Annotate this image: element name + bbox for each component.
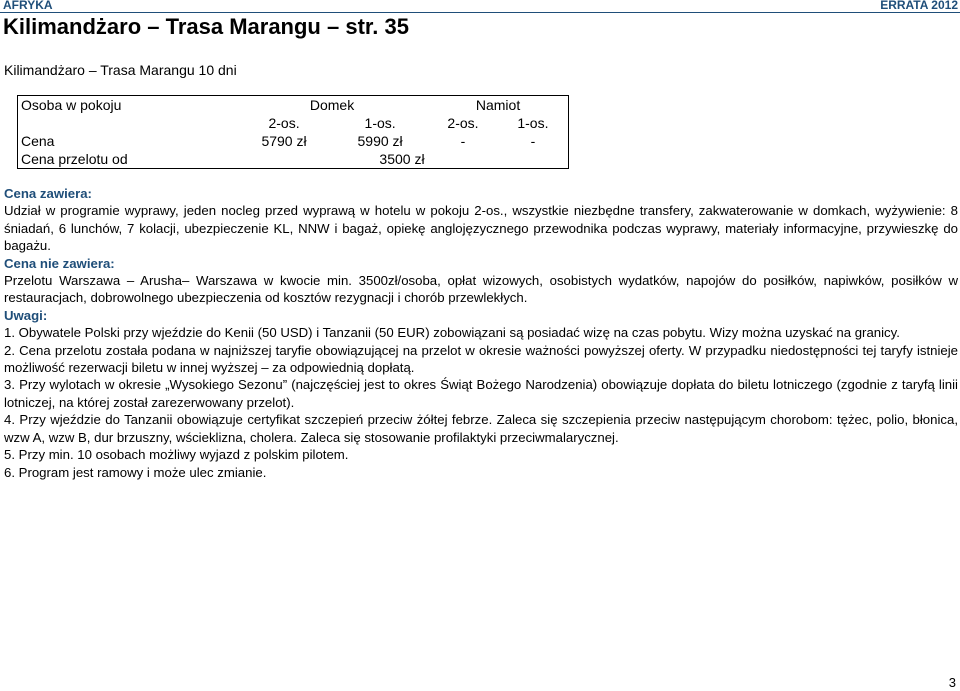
table-cell: 2-os. [268, 115, 300, 131]
page-number: 3 [948, 675, 956, 690]
page-title: Kilimandżaro – Trasa Marangu – str. 35 [3, 14, 409, 39]
includes-heading: Cena zawiera: [4, 186, 92, 201]
note-item: 1. Obywatele Polski przy wjeździe do Kenii (50 USD) i Tanzanii (50 EUR) zobowiązani są posiadać wizę na czas pobytu. Wizy można uzyskać na granicy. [4, 325, 900, 341]
table-row [18, 132, 569, 150]
table-cell: Cena [21, 133, 55, 149]
header-section-label: AFRYKA [3, 0, 53, 12]
table-cell: 1-os. [517, 115, 549, 131]
table-row [18, 150, 569, 169]
table-cell: 3500 zł [379, 151, 425, 167]
table-cell: - [530, 133, 536, 149]
table-cell: - [460, 133, 466, 149]
includes-text: Udział w programie wyprawy, jeden nocleg przed wyprawą w hotelu w pokoju 2-os., wszystkie niezbędne transfery, zakwaterowanie w domkach, wyżywienie: 8 śniadań, 6 lunchów, 7 kolacji, ubezpieczenie KL, NNW i bagaż, opiekę anglojęzycznego przewodnika podczas wyprawy, materiały informacyjne, przywieszkę do bagażu. [4, 203, 958, 254]
table-cell: Cena przelotu od [21, 151, 128, 167]
table-cell: 5790 zł [261, 133, 307, 149]
table-cell [18, 114, 237, 132]
trip-subtitle: Kilimandżaro – Trasa Marangu 10 dni [4, 62, 237, 78]
excludes-text: Przelotu Warszawa – Arusha– Warszawa w kwocie min. 3500zł/osoba, opłat wizowych, osobistych wydatków, napojów do posiłków, napiwków, posiłków w restauracjach, dobrowolnego ubezpieczenia od kosztów rezygnacji i chorób przewlekłych. [4, 273, 958, 306]
table-cell: 1-os. [364, 115, 396, 131]
excludes-heading: Cena nie zawiera: [4, 255, 115, 271]
note-item: 3. Przy wylotach w okresie „Wysokiego Sezonu” (najczęściej jest to okres Świąt Bożego Narodzenia) obowiązuje dopłata do biletu lotniczego (zgodnie z taryfą linii lotniczej, na której został zarezerwowany przelot). [4, 377, 958, 410]
note-item: 4. Przy wjeździe do Tanzanii obowiązuje certyfikat szczepień przeciw żółtej febrze. Zaleca się szczepienia przeciw następującym chorobom: tężec, polio, błonica, wzw A, wzw B, dur brzuszny, wścieklizna, cholera. Zaleca się stosowanie profilaktyki przeciwmalarycznej. [4, 412, 958, 445]
price-table [17, 95, 569, 169]
table-cell: Namiot [475, 97, 521, 113]
running-header [0, 0, 960, 13]
notes-heading: Uwagi: [4, 307, 48, 323]
document-body [4, 185, 958, 481]
table-cell: 5990 zł [357, 133, 403, 149]
table-cell: Domek [309, 97, 355, 113]
note-item: 6. Program jest ramowy i może ulec zmianie. [4, 464, 267, 480]
note-item: 2. Cena przelotu została podana w najniższej taryfie obowiązującej na przelot w okresie ważności powyższej oferty. W przypadku niedostępności tej taryfy istnieje możliwość rezerwacji biletu w innej wyższej – za odpowiednią dopłatą. [4, 342, 958, 376]
note-item: 5. Przy min. 10 osobach możliwy wyjazd z polskim pilotem. [4, 447, 349, 463]
header-errata-label: ERRATA 2012 [880, 0, 958, 12]
table-cell: 2-os. [447, 115, 479, 131]
table-cell: Osoba w pokoju [21, 97, 122, 113]
table-row [18, 96, 569, 115]
table-row [18, 114, 569, 132]
